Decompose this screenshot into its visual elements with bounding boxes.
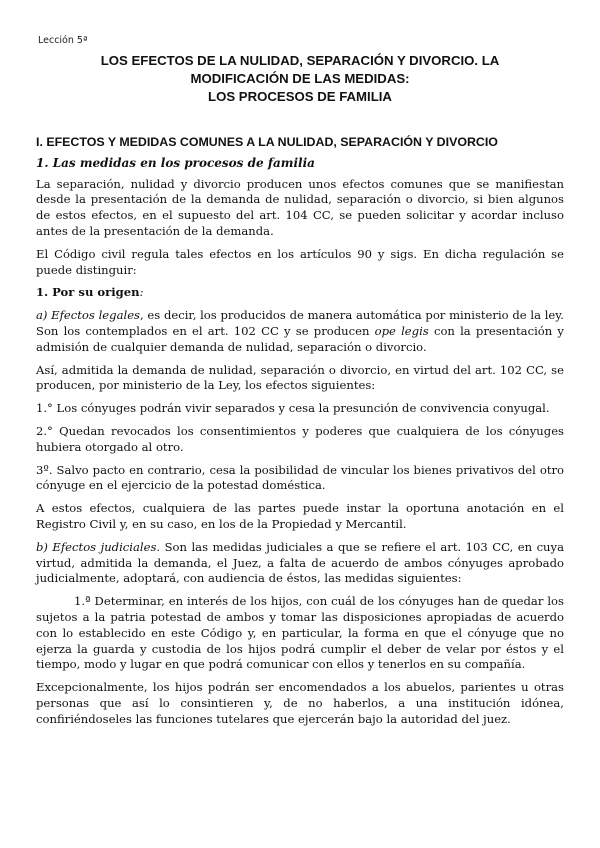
origin-heading: [36, 285, 564, 301]
origin-heading-colon: :: [139, 285, 144, 300]
effect-item-1: 1.° Los cónyuges podrán vivir separados y cesa la presunción de convivencia conyugal.: [36, 401, 550, 416]
paragraph-admitted: Así, admitida la demanda de nulidad, separación o divorcio, en virtud del art. 102 CC, se producen, por ministerio de la Ley, los efectos siguientes:: [36, 362, 564, 393]
paragraph-exceptional: Excepcionalmente, los hijos podrán ser encomendados a los abuelos, parientes u otras personas que así lo consintieren y, de no haberlos, a una institución idónea, confiriéndoseles las funciones tutelares que ejercerán bajo la autoridad del juez.: [36, 680, 564, 726]
legal-effects-label: a) Efectos legales: [36, 308, 140, 323]
paragraph-legal-effects: [36, 308, 564, 355]
judicial-effects-text: . Son las medidas judiciales a que se refiere el art. 103 CC, en cuya virtud, admitida la demanda, el Juez, a falta de acuerdo de ambos cónyuges aprobado judicialmente, adoptará, con audiencia de éstos, las medidas siguientes:: [36, 539, 564, 586]
paragraph-registry: A estos efectos, cualquiera de las partes puede instar la oportuna anotación en el Registro Civil y, en su caso, en los de la Propiedad y Mercantil.: [36, 501, 564, 531]
document-body: [36, 135, 564, 735]
measure-item-1: 1.ª Determinar, en interés de los hijos, con cuál de los cónyuges han de quedar los sujetos a la patria potestad de ambos y tomar las disposiciones apropiadas de acuerdo con lo establecido en este Código y, en particular, la forma en que el cónyuge que no ejerza la guarda y custodia de los hijos podrá cumplir el deber de velar por éstos y el tiempo, modo y lugar en que podrá comunicar con ellos y tenerlos en su compañía.: [36, 594, 564, 672]
ope-legis-term: ope legis: [374, 323, 429, 338]
lesson-label: Lección 5ª: [38, 35, 88, 46]
legal-effects-text-1: , es decir, los producidos de manera automática por ministerio de la ley. Son los contemplados en el art. 102 CC y se producen: [36, 308, 564, 338]
paragraph-judicial-effects: [36, 540, 564, 587]
effect-item-2: 2.° Quedan revocados los consentimientos y poderes que cualquiera de los cónyuges hubiera otorgado al otro.: [36, 423, 564, 454]
title-line-2: MODIFICACIÓN DE LAS MEDIDAS:: [190, 71, 410, 86]
origin-heading-text: 1. Por su origen: [36, 285, 140, 300]
effect-item-3: 3º. Salvo pacto en contrario, cesa la posibilidad de vincular los bienes privativos del otro cónyuge en el ejercicio de la potestad doméstica.: [36, 462, 564, 493]
subsection-heading: 1. Las medidas en los procesos de familia: [36, 155, 315, 170]
paragraph-regulation: El Código civil regula tales efectos en los artículos 90 y sigs. En dicha regulación se puede distinguir:: [36, 246, 564, 277]
judicial-effects-label: b) Efectos judiciales: [36, 539, 157, 554]
page-title: [40, 52, 560, 106]
paragraph-intro: La separación, nulidad y divorcio producen unos efectos comunes que se manifiestan desde la presentación de la demanda de nulidad, separación o divorcio, si bien algunos de estos efectos, en el supuesto del art. 104 CC, se pueden solicitar y acordar incluso antes de la presentación de la demanda.: [36, 176, 564, 238]
legal-effects-text-2: con la presentación y admisión de cualquier demanda de nulidad, separación o divorcio.: [36, 323, 564, 354]
title-line-1: LOS EFECTOS DE LA NULIDAD, SEPARACIÓN Y DIVORCIO. LA: [100, 53, 500, 68]
section-heading: I. EFECTOS Y MEDIDAS COMUNES A LA NULIDAD, SEPARACIÓN Y DIVORCIO: [36, 135, 498, 149]
title-line-3: LOS PROCESOS DE FAMILIA: [208, 89, 392, 104]
